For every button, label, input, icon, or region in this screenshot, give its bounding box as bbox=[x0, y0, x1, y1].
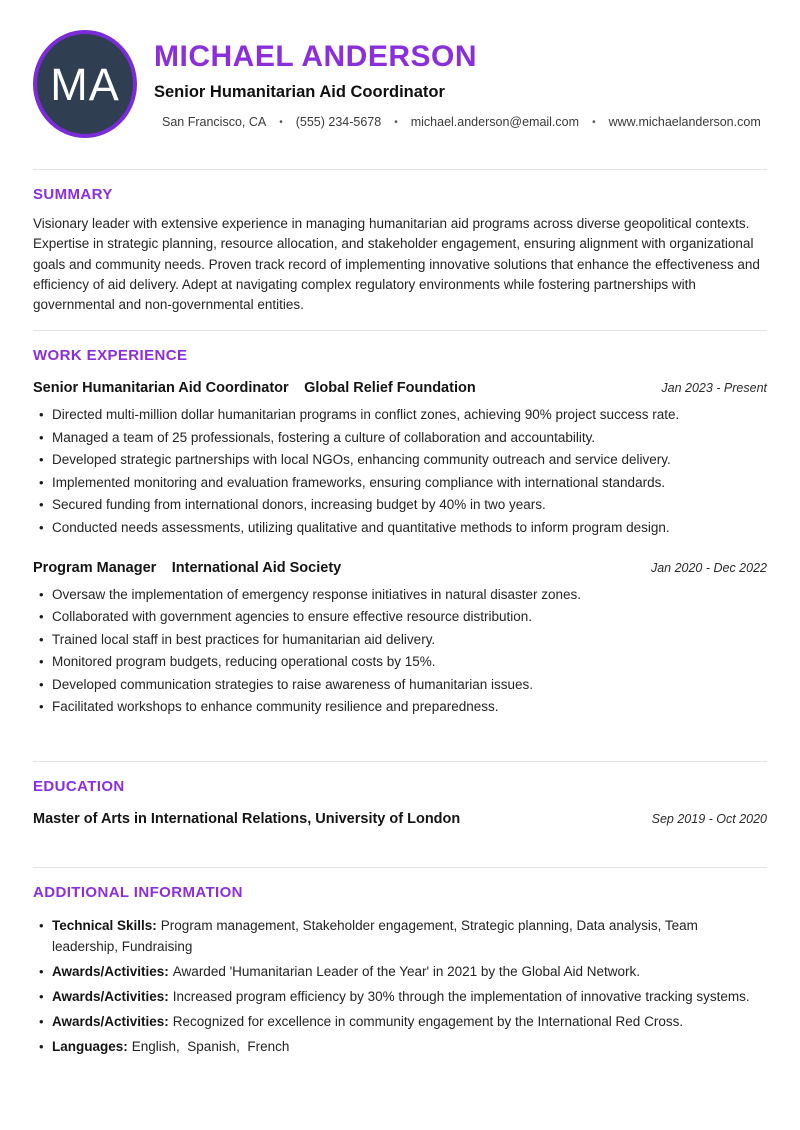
summary-text: Visionary leader with extensive experience in managing humanitarian aid programs across diverse geopolitical contexts. Expertise in strategic planning, resource allocation, and stakeholder engagement, ensuring alignment with organizational goals and community needs. Proven track record of implementing innovative solutions that enhance the effectiveness and efficiency of aid delivery. Adept at navigating complex regulatory environments while fostering partnerships with governmental and non-governmental entities. bbox=[33, 216, 760, 313]
education-dates: Sep 2019 - Oct 2020 bbox=[651, 811, 767, 826]
contact-separator: • bbox=[394, 116, 398, 128]
job-entry bbox=[33, 379, 767, 538]
job-dates: Jan 2020 - Dec 2022 bbox=[650, 560, 767, 575]
contact-location: San Francisco, CA bbox=[162, 115, 267, 129]
job-bullet: • Secured funding from international donors, increasing budget by 40% in two years. bbox=[33, 495, 767, 515]
additional-item-text: Increased program efficiency by 30% through the implementation of innovative tracking systems. bbox=[172, 988, 750, 1004]
additional-item bbox=[33, 915, 767, 957]
resume-header bbox=[33, 30, 767, 154]
additional-item-text: Recognized for excellence in community engagement by the International Red Cross. bbox=[172, 1013, 684, 1029]
additional-item bbox=[33, 1036, 767, 1057]
job-entry-head bbox=[33, 559, 767, 577]
summary-heading: SUMMARY bbox=[33, 186, 113, 203]
section-education bbox=[33, 761, 767, 852]
contact-separator: • bbox=[592, 116, 596, 128]
contact-row bbox=[154, 115, 761, 129]
additional-item-label: Awards/Activities: bbox=[52, 988, 169, 1004]
additional-item bbox=[33, 961, 767, 982]
job-bullet: • Managed a team of 25 professionals, fostering a culture of collaboration and accountability. bbox=[33, 428, 767, 448]
avatar-initials: MA bbox=[50, 58, 120, 110]
section-additional-information bbox=[33, 867, 767, 1057]
job-dates: Jan 2023 - Present bbox=[661, 381, 767, 396]
job-bullet-list bbox=[33, 585, 767, 718]
additional-list bbox=[33, 915, 767, 1057]
job-bullet: • Developed strategic partnerships with local NGOs, enhancing community outreach and service delivery. bbox=[33, 450, 767, 470]
education-heading: EDUCATION bbox=[33, 777, 125, 795]
job-bullet: • Collaborated with government agencies to ensure effective resource distribution. bbox=[33, 607, 767, 627]
degree-title: Master of Arts in International Relations, University of London bbox=[33, 810, 461, 827]
additional-item-text: Awarded 'Humanitarian Leader of the Year' in 2021 by the Global Aid Network. bbox=[172, 963, 640, 979]
job-title-row bbox=[33, 379, 476, 397]
additional-item bbox=[33, 1011, 767, 1032]
job-bullet: • Monitored program budgets, reducing operational costs by 15%. bbox=[33, 652, 767, 672]
header-text bbox=[154, 30, 761, 129]
additional-item-label: Languages: bbox=[52, 1038, 128, 1054]
job-title: Senior Humanitarian Aid Coordinator bbox=[33, 380, 289, 397]
avatar bbox=[33, 30, 137, 138]
job-bullet: • Facilitated workshops to enhance community resilience and preparedness. bbox=[33, 697, 767, 717]
additional-information-heading: ADDITIONAL INFORMATION bbox=[33, 883, 243, 901]
candidate-name: MICHAEL ANDERSON bbox=[154, 40, 478, 73]
job-entry-head bbox=[33, 379, 767, 397]
additional-item-text: Program management, Stakeholder engagement, Strategic planning, Data analysis, Team leadership, Fundraising bbox=[52, 917, 702, 954]
contact-phone: (555) 234-5678 bbox=[295, 115, 382, 129]
contact-email: michael.anderson@email.com bbox=[410, 115, 580, 129]
job-bullet: • Trained local staff in best practices for humanitarian aid delivery. bbox=[33, 630, 767, 650]
job-company: Global Relief Foundation bbox=[304, 380, 476, 397]
contact-website: www.michaelanderson.com bbox=[608, 115, 761, 129]
work-experience-heading: WORK EXPERIENCE bbox=[33, 347, 188, 365]
contact-separator: • bbox=[279, 116, 283, 128]
section-summary bbox=[33, 169, 767, 315]
job-entry bbox=[33, 559, 767, 718]
job-title: Program Manager bbox=[33, 559, 157, 576]
additional-item-text: English, Spanish, French bbox=[131, 1038, 290, 1054]
job-bullet: • Implemented monitoring and evaluation frameworks, ensuring compliance with international standards. bbox=[33, 473, 767, 493]
job-company: International Aid Society bbox=[171, 559, 342, 576]
education-entry bbox=[33, 811, 767, 852]
section-work-experience bbox=[33, 330, 767, 746]
additional-item-label: Awards/Activities: bbox=[52, 1013, 169, 1029]
job-bullet: • Conducted needs assessments, utilizing qualitative and quantitative methods to inform program design. bbox=[33, 518, 767, 538]
job-bullet: • Oversaw the implementation of emergency response initiatives in natural disaster zones. bbox=[33, 585, 767, 605]
job-title-row bbox=[33, 559, 341, 577]
additional-item-label: Awards/Activities: bbox=[52, 963, 169, 979]
job-bullet: • Directed multi-million dollar humanitarian programs in conflict zones, achieving 90% project success rate. bbox=[33, 405, 767, 425]
additional-item bbox=[33, 986, 767, 1007]
job-bullet: • Developed communication strategies to raise awareness of humanitarian issues. bbox=[33, 675, 767, 695]
candidate-title: Senior Humanitarian Aid Coordinator bbox=[154, 83, 445, 101]
additional-item-label: Technical Skills: bbox=[52, 917, 157, 933]
job-bullet-list bbox=[33, 405, 767, 538]
